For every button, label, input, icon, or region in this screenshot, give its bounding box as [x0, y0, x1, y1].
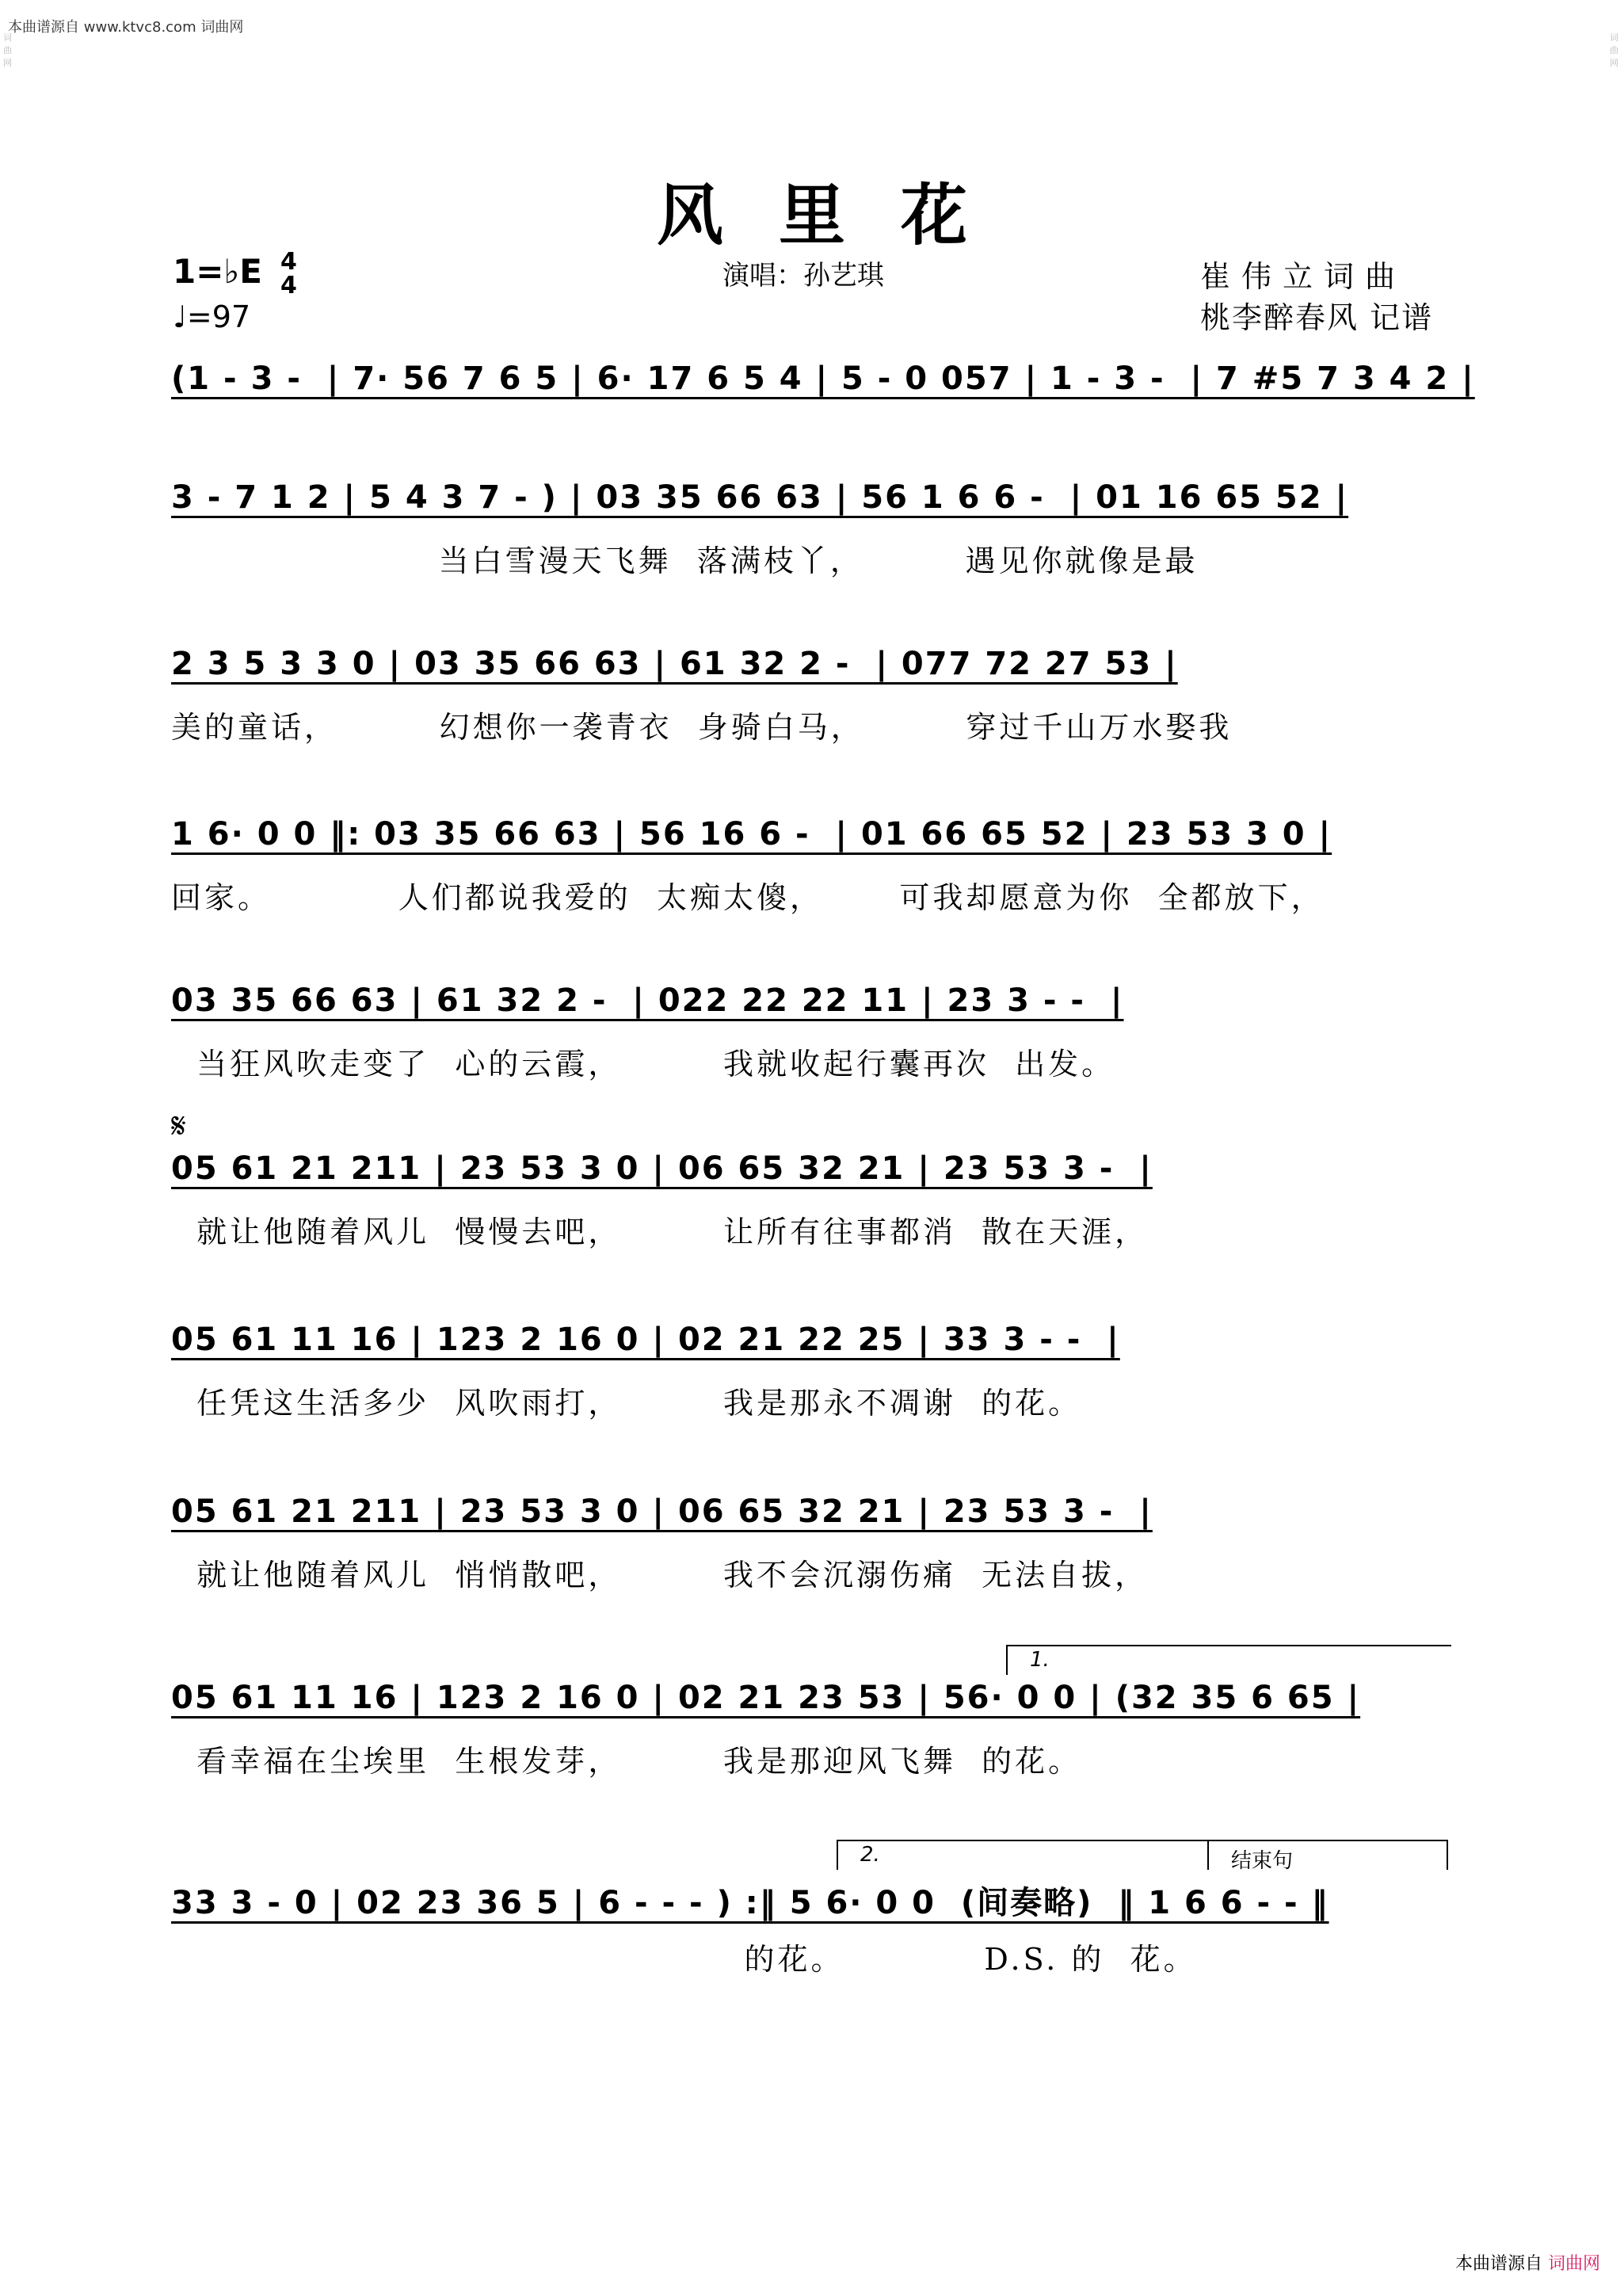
staff-line-1	[171, 360, 1475, 397]
volta-1-label: 1.	[1030, 1648, 1050, 1672]
lyrics-line-8: 就让他随着风儿 悄悄散吧， 我不会沉溺伤痛 无法自拔，	[171, 1558, 1149, 1593]
singer-credit: 演唱：孙艺琪	[722, 260, 884, 292]
time-signature	[280, 250, 297, 298]
staff-line-5	[171, 982, 1454, 1081]
staff-line-9	[171, 1680, 1454, 1779]
tempo: ♩=97	[173, 299, 251, 334]
staff-line-10	[171, 1878, 1454, 1977]
lyrics-line-3: 美的童话， 幻想你一袭青衣 身骑白马， 穿过千山万水娶我	[171, 710, 1233, 745]
footer-text: 本曲谱源自	[1454, 2254, 1542, 2274]
lyrics-line-6: 就让他随着风儿 慢慢去吧， 让所有往事都消 散在天涯，	[171, 1215, 1149, 1249]
staff-line-3	[171, 646, 1454, 745]
notes-line-5: 03 35 66 63 | 61 32 2 - | 022 22 22 11 | 23 3 - - |	[171, 982, 1124, 1019]
coda-label: 结束句	[1231, 1849, 1294, 1873]
lyrics-line-7: 任凭这生活多少 风吹雨打， 我是那永不凋谢 的花。	[171, 1386, 1082, 1421]
transcriber-credit: 桃李醉春风 记谱	[1200, 300, 1434, 335]
time-bottom: 4	[280, 272, 297, 299]
composer-credit: 崔伟立词曲	[1200, 259, 1407, 294]
footer-brand: 词曲网	[1547, 2254, 1600, 2274]
notes-line-9: 05 61 11 16 | 123 2 16 0 | 02 21 23 53 | 56· 0 0 | (32 35 6 65 |	[171, 1680, 1361, 1716]
lyrics-line-9: 看幸福在尘埃里 生根发芽， 我是那迎风飞舞 的花。	[171, 1744, 1082, 1779]
staff-line-8	[171, 1493, 1454, 1593]
staff-line-6	[171, 1150, 1454, 1249]
segno-icon: 𝄋	[171, 1106, 186, 1146]
lyrics-line-4: 回家。 人们都说我爱的 太痴太傻， 可我却愿意为你 全都放下，	[171, 880, 1325, 915]
lyrics-line-5: 当狂风吹走变了 心的云霞， 我就收起行囊再次 出发。	[171, 1047, 1115, 1081]
notes-line-2: 3 - 7 1 2 | 5 4 3 7 - ) | 03 35 66 63 | 56 1 6 6 - | 01 16 65 52 |	[171, 479, 1349, 516]
volta-2-label: 2.	[860, 1843, 880, 1867]
lyrics-line-10: 的花。 D.S. 的 花。	[171, 1942, 1197, 1977]
key-signature: 1=♭E	[173, 252, 262, 291]
coda-bracket	[1207, 1840, 1448, 1873]
notes-line-6: 05 61 21 211 | 23 53 3 0 | 06 65 32 21 | 23 53 3 - |	[171, 1150, 1153, 1187]
watermark-left: 词 曲 网	[3, 32, 12, 68]
page-title: 风里花	[656, 176, 1023, 254]
notes-line-1: (1 - 3 - | 7· 56 7 6 5 | 6· 17 6 5 4 | 5 - 0 057 | 1 - 3 - | 7 #5 7 3 4 2 |	[171, 360, 1475, 397]
header-note: 本曲谱源自 www.ktvc8.com 词曲网	[8, 19, 244, 36]
watermark-right: 词 曲 网	[1610, 32, 1618, 68]
staff-line-4	[171, 816, 1454, 915]
notes-line-7: 05 61 11 16 | 123 2 16 0 | 02 21 22 25 | 33 3 - - |	[171, 1322, 1120, 1358]
volta-1	[1006, 1645, 1451, 1675]
lyrics-line-2: 当白雪漫天飞舞 落满枝丫， 遇见你就像是最	[171, 544, 1199, 578]
footer-note	[1455, 2250, 1600, 2275]
staff-line-7	[171, 1322, 1454, 1421]
notes-line-4: 1 6· 0 0 ‖: 03 35 66 63 | 56 16 6 - | 01 66 65 52 | 23 53 3 0 |	[171, 816, 1332, 853]
time-top: 4	[280, 248, 297, 276]
notes-line-3: 2 3 5 3 3 0 | 03 35 66 63 | 61 32 2 - | 077 72 27 53 |	[171, 646, 1178, 682]
notes-line-8: 05 61 21 211 | 23 53 3 0 | 06 65 32 21 | 23 53 3 - |	[171, 1493, 1153, 1530]
notes-line-10: 33 3 - 0 | 02 23 36 5 | 6 - - - ) :‖ 5 6· 0 0 (间奏略) ‖ 1 6 6 - - ‖	[171, 1885, 1329, 1921]
volta-2	[837, 1840, 1210, 1870]
staff-line-2	[171, 479, 1454, 578]
